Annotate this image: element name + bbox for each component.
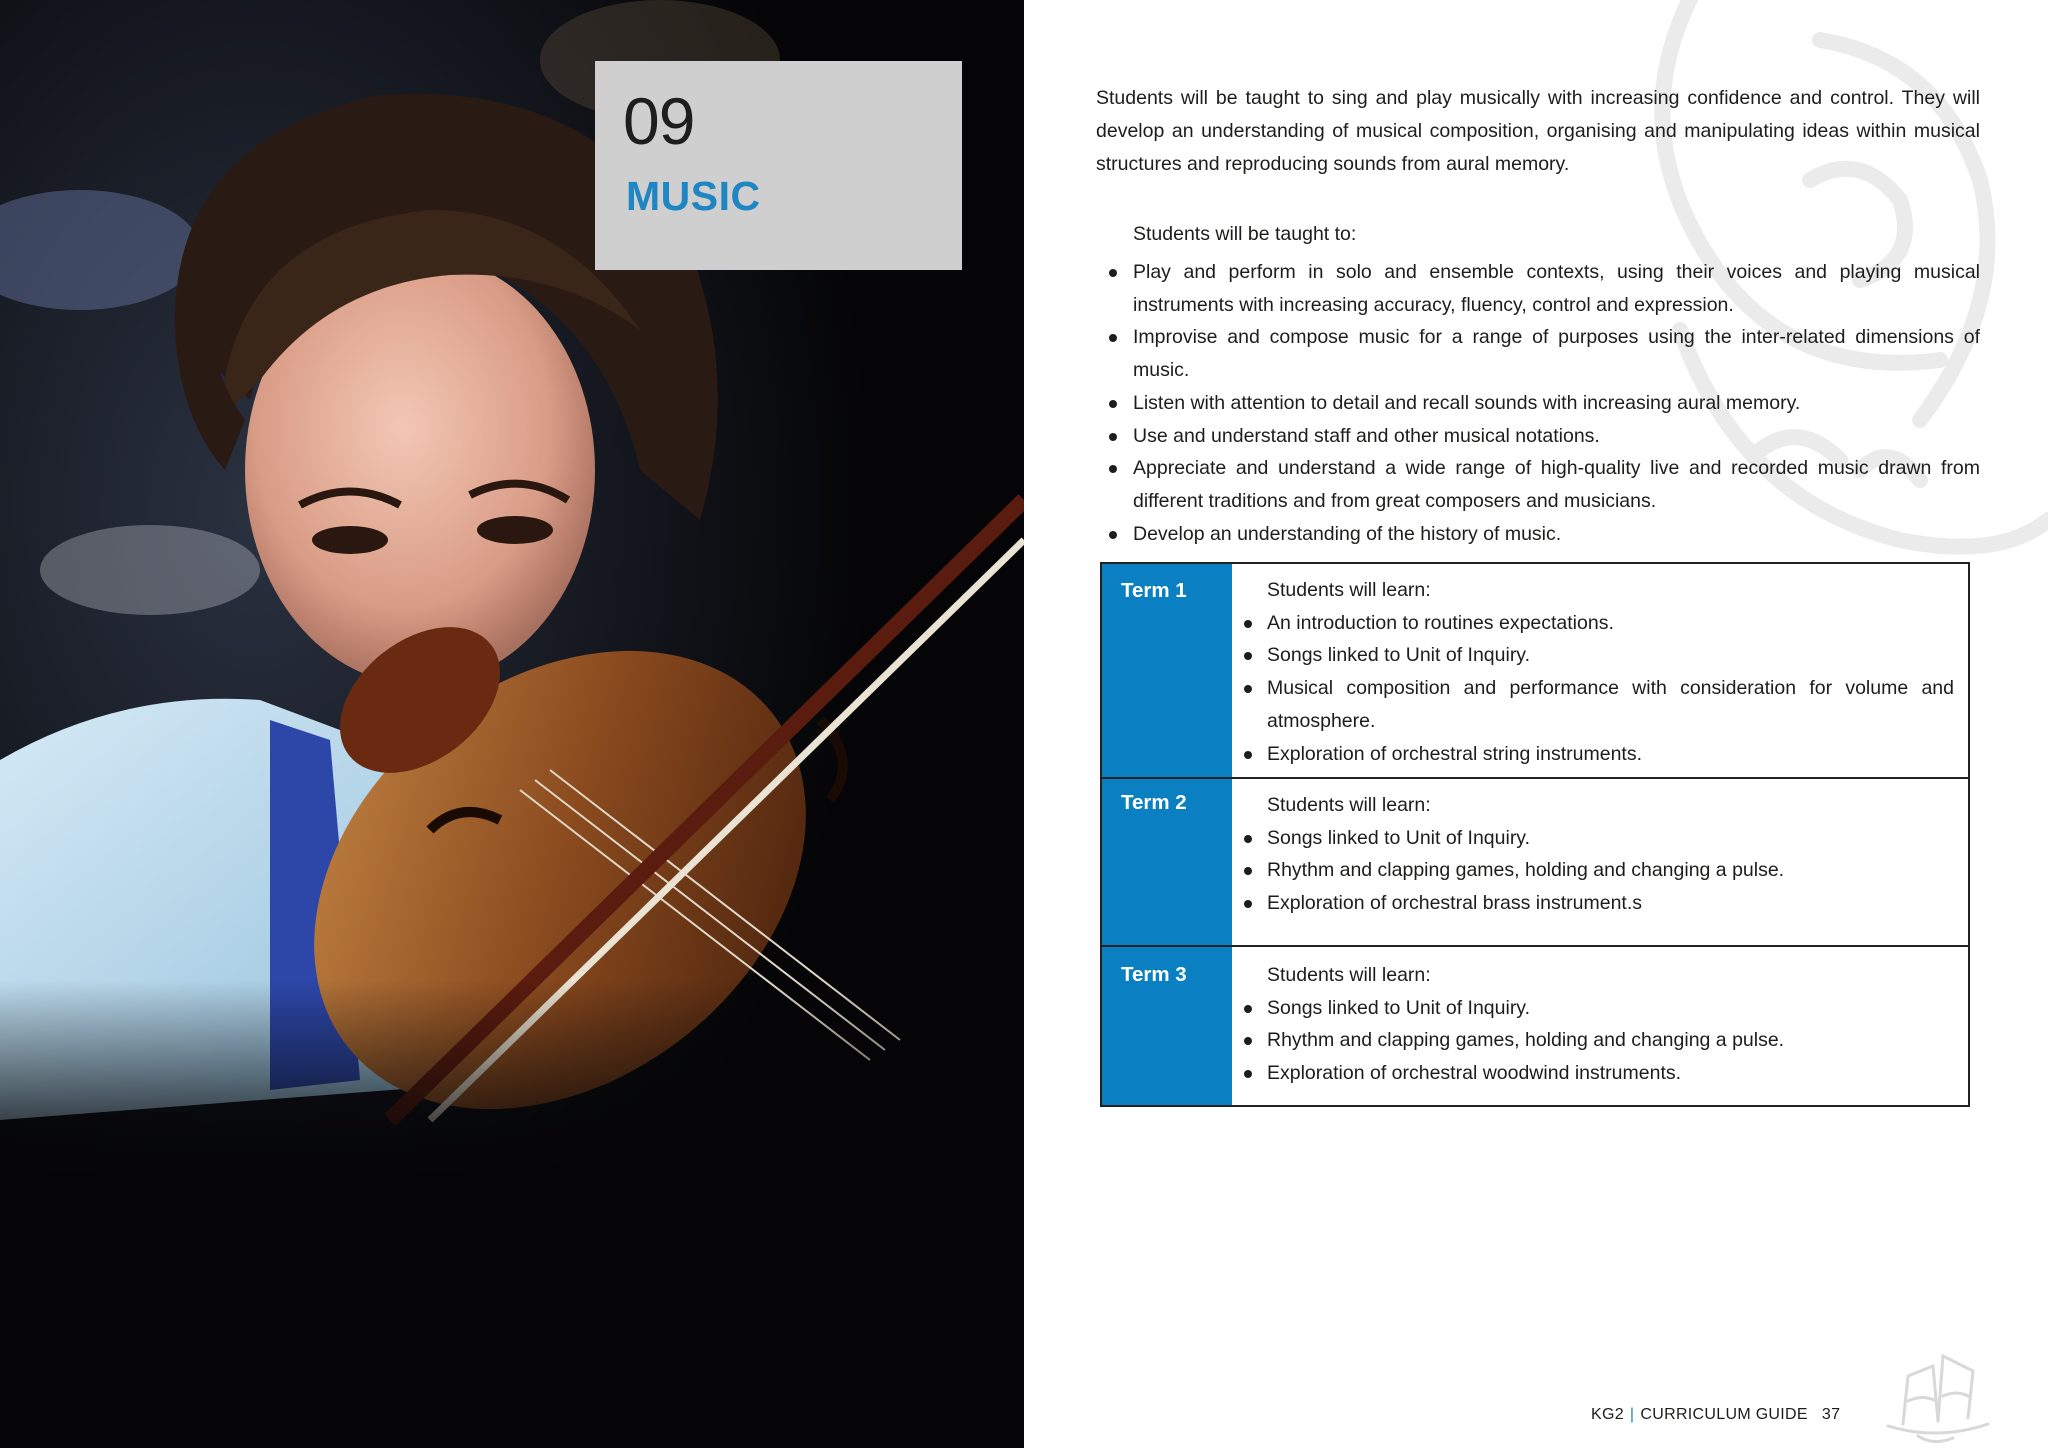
term-header-cell (1102, 564, 1232, 777)
list-item (1233, 887, 1954, 920)
list-item-text: Songs linked to Unit of Inquiry. (1267, 644, 1531, 667)
list-item (1096, 452, 1980, 517)
bullet-icon (1244, 652, 1252, 660)
term-list (1233, 607, 1954, 771)
bullet-icon (1109, 334, 1117, 342)
list-item-text: Exploration of orchestral woodwind instruments. (1267, 1062, 1682, 1085)
list-item (1233, 607, 1954, 640)
bullet-icon (1244, 1070, 1252, 1078)
page-number: 37 (1821, 1406, 1841, 1423)
list-item-text: Songs linked to Unit of Inquiry. (1267, 826, 1531, 849)
list-item (1096, 321, 1980, 386)
list-item-text: Musical composition and performance with consideration for volume and atmosphere. (1267, 677, 1954, 732)
term-list (1233, 822, 1954, 920)
bullet-icon (1109, 531, 1117, 539)
term-content (1233, 959, 1954, 1090)
terms-table (1100, 562, 1970, 1107)
list-item (1233, 1024, 1954, 1057)
bullet-icon (1244, 685, 1252, 693)
section-number: 09 (623, 84, 695, 158)
list-item-text: Listen with attention to detail and recall sounds with increasing aural memory. (1133, 391, 1801, 414)
taught-label: Students will be taught to: (1133, 223, 1357, 245)
list-item (1096, 387, 1980, 420)
list-item (1096, 420, 1980, 453)
footer-separator: | (1629, 1406, 1635, 1423)
term-intro: Students will learn: (1267, 964, 1431, 986)
term-row-2 (1102, 777, 1968, 945)
footer-grade: KG2 (1591, 1406, 1624, 1423)
list-item-text: Rhythm and clapping games, holding and changing a pulse. (1267, 859, 1785, 882)
term-content (1233, 789, 1954, 920)
list-item (1233, 822, 1954, 855)
bullet-icon (1244, 835, 1252, 843)
list-item-text: Play and perform in solo and ensemble contexts, using their voices and playing musical instruments with increasing accuracy, fluency, control and expression. (1133, 261, 1980, 316)
list-item-text: An introduction to routines expectations. (1267, 611, 1614, 634)
page-footer (1591, 1406, 1840, 1424)
list-item (1233, 854, 1954, 887)
bullet-icon (1244, 867, 1252, 875)
list-item-text: Appreciate and understand a wide range of high-quality live and recorded music drawn from different traditions and from great composers and musicians. (1133, 457, 1980, 512)
intro-paragraph: Students will be taught to sing and play musically with increasing confidence and control. They will develop an understanding of musical composition, organising and manipulating ideas within musical structures and reproducing sounds from aural memory. (1096, 87, 1980, 175)
footer-guide-title: CURRICULUM GUIDE (1640, 1406, 1808, 1423)
list-item (1233, 672, 1954, 737)
bullet-icon (1109, 465, 1117, 473)
term-intro: Students will learn: (1267, 794, 1431, 816)
term-header-cell (1102, 947, 1232, 1105)
list-item (1233, 1057, 1954, 1090)
list-item-text: Exploration of orchestral string instruments. (1267, 742, 1642, 765)
term-content (1233, 574, 1954, 770)
term-row-3 (1102, 945, 1968, 1105)
term-label: Term 2 (1121, 791, 1187, 814)
list-item-text: Improvise and compose music for a range of purposes using the inter-related dimensions of music. (1133, 326, 1980, 382)
ship-logo-icon (1878, 1346, 1998, 1448)
outcomes-list (1096, 256, 1980, 550)
list-item (1096, 256, 1980, 321)
list-item (1233, 639, 1954, 672)
bullet-icon (1244, 1037, 1252, 1045)
list-item-text: Exploration of orchestral brass instrument.s (1267, 892, 1642, 915)
list-item-text: Develop an understanding of the history of music. (1133, 522, 1562, 545)
list-item-text: Use and understand staff and other musical notations. (1133, 424, 1600, 447)
term-label: Term 3 (1121, 963, 1187, 986)
term-header-cell (1102, 779, 1232, 945)
term-intro: Students will learn: (1267, 579, 1431, 601)
bullet-icon (1109, 269, 1117, 277)
term-list (1233, 992, 1954, 1090)
bullet-icon (1109, 400, 1117, 408)
bullet-icon (1244, 1005, 1252, 1013)
bullet-icon (1244, 620, 1252, 628)
bullet-icon (1244, 900, 1252, 908)
list-item-text: Songs linked to Unit of Inquiry. (1267, 996, 1531, 1019)
list-item-text: Rhythm and clapping games, holding and changing a pulse. (1267, 1029, 1785, 1052)
list-item (1233, 738, 1954, 771)
list-item (1096, 518, 1980, 551)
term-label: Term 1 (1121, 579, 1187, 602)
bullet-icon (1244, 751, 1252, 759)
section-title: MUSIC (626, 173, 761, 219)
term-row-1 (1102, 564, 1968, 777)
list-item (1233, 992, 1954, 1025)
section-title-box (595, 61, 962, 270)
bullet-icon (1109, 433, 1117, 441)
